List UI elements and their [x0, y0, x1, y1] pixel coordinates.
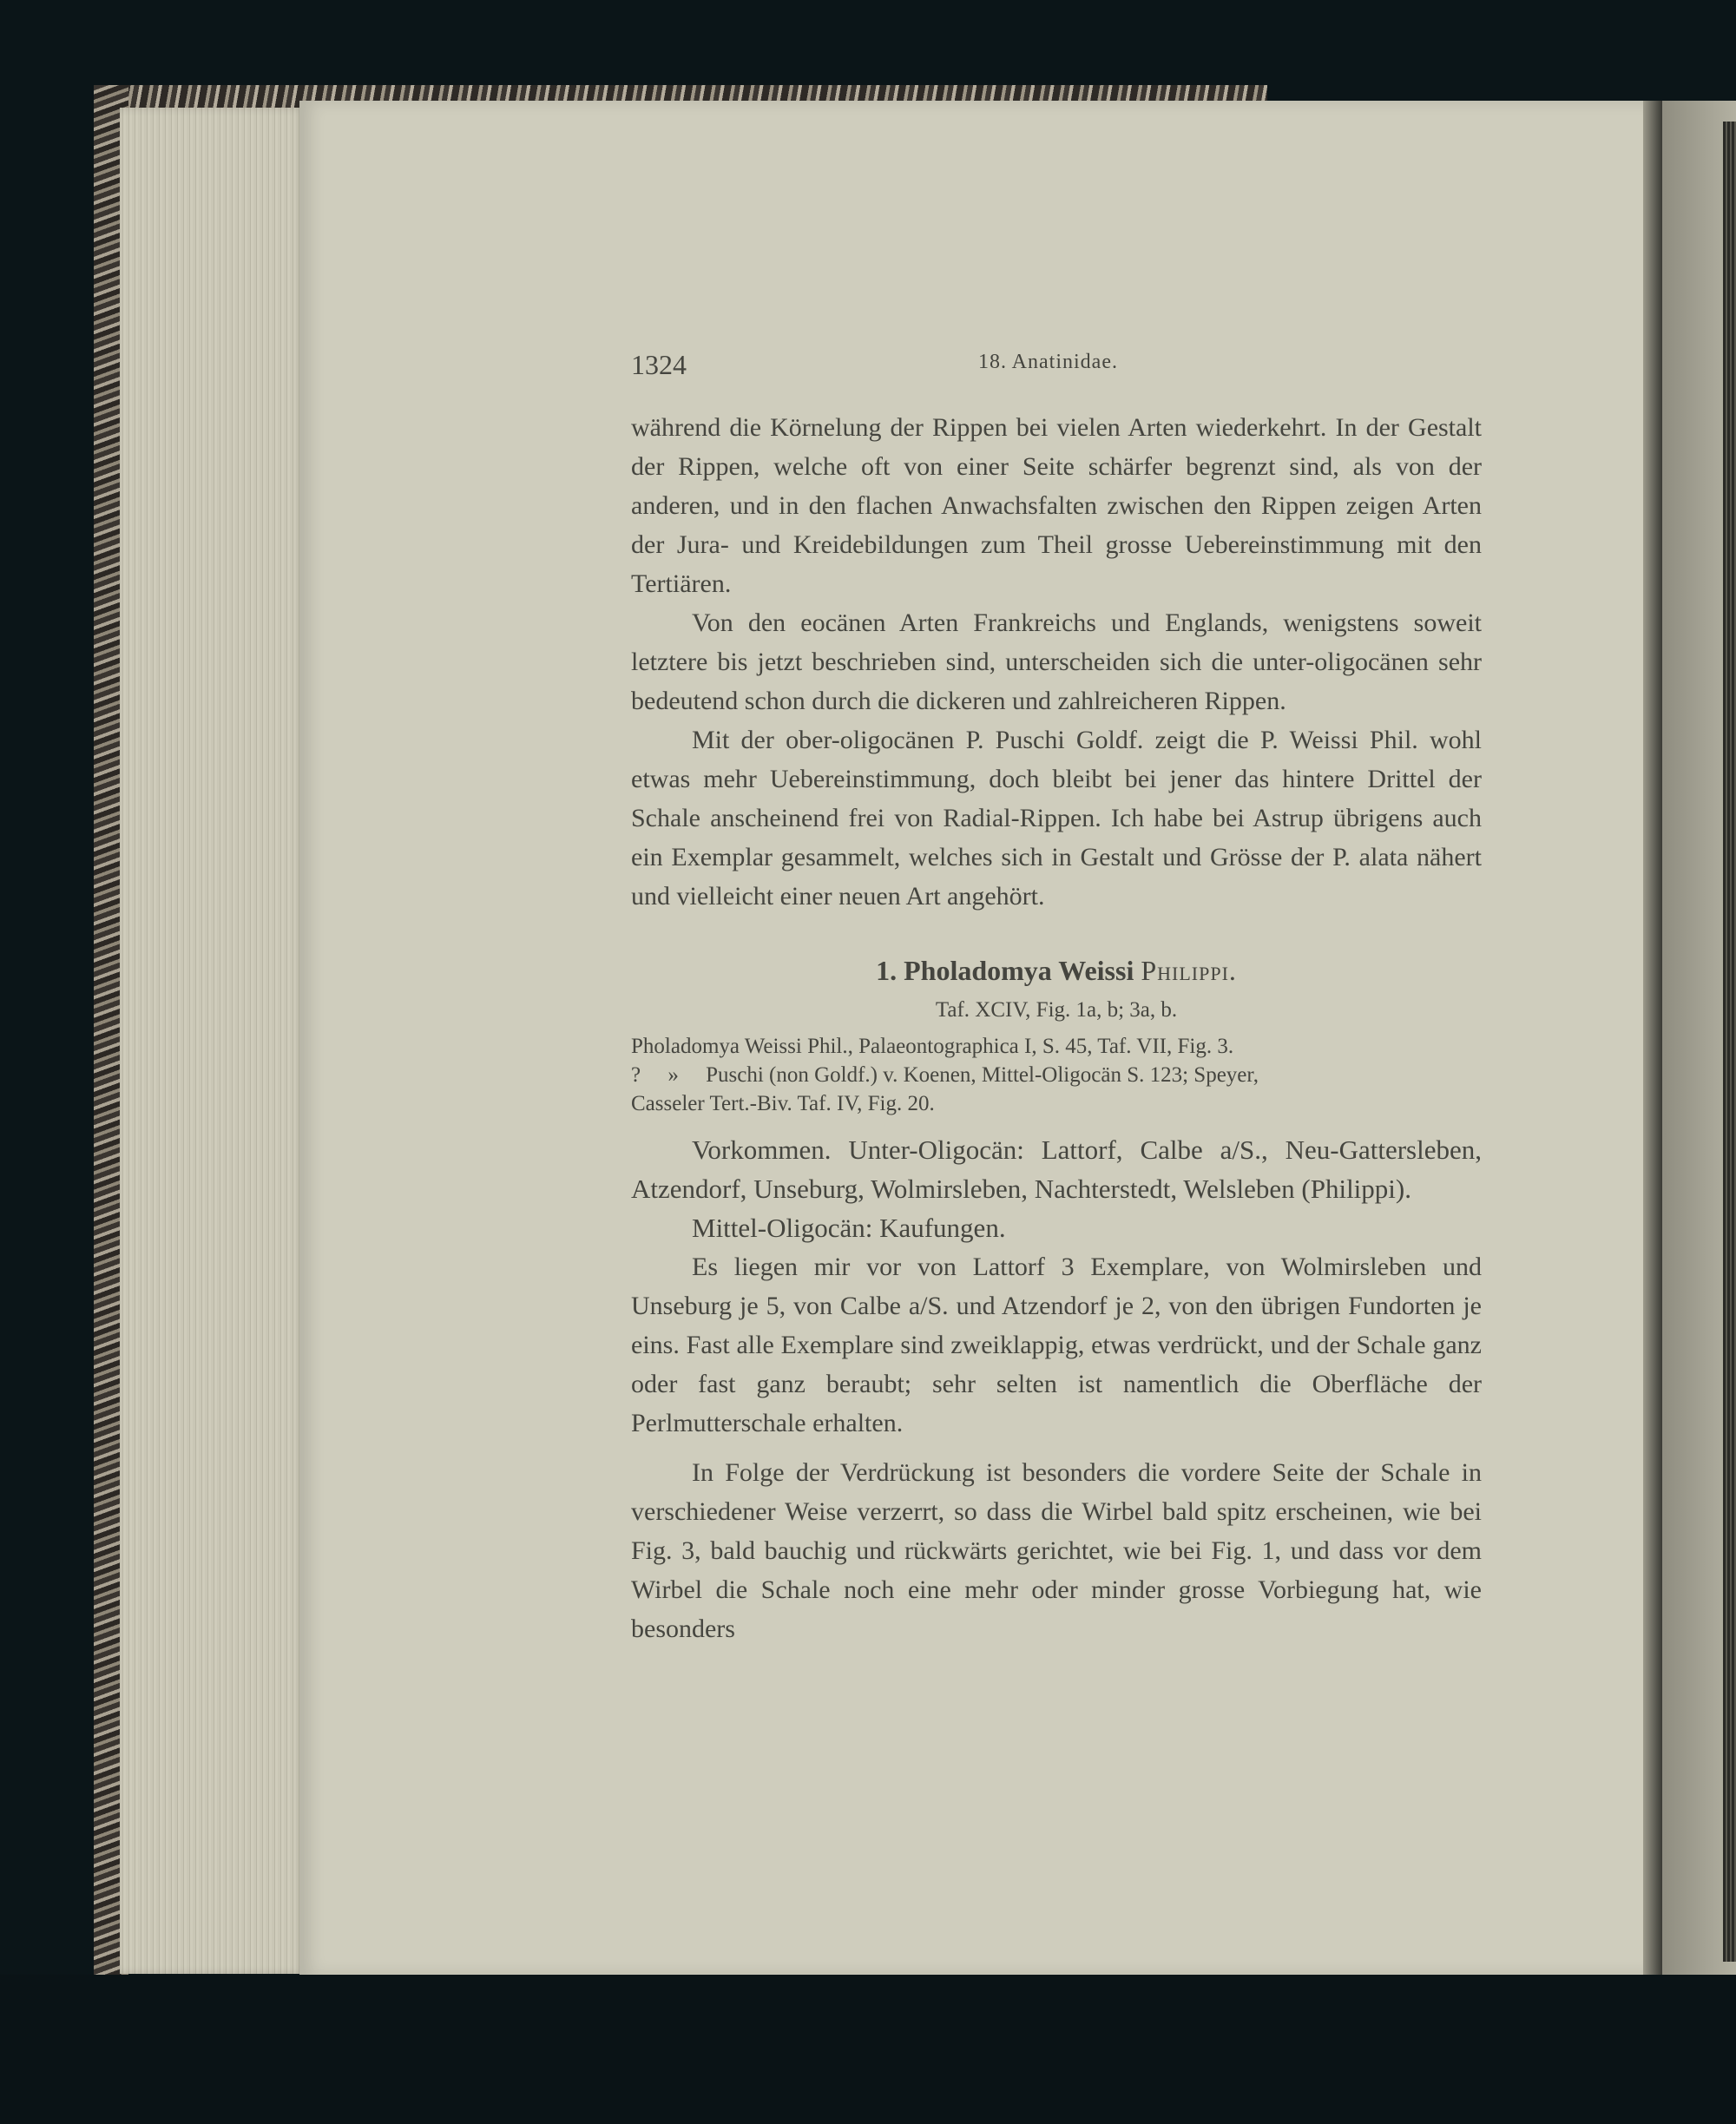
occurrence-middle-oligocene: Mittel-Oligocän: Kaufungen. [692, 1213, 1006, 1243]
running-head: 18. Anatinidae. [978, 351, 1118, 373]
specimens-paragraph: Es liegen mir vor von Lattorf 3 Exemplare, von Wolmirsleben und Unseburg je 5, von Calbe a/S. und Atzendorf je 2, von den übrigen Fundorten je eins. Fast alle Exemplare sind zweiklappig, etwas verdrückt, und der Schale ganz oder fast ganz beraubt; sehr selten ist namentlich die Oberfläche der Perlmutterschale erhalten. [631, 1253, 1482, 1437]
book-gutter [1643, 101, 1662, 1976]
occurrence-paragraph: Vorkommen. Unter-Oligocän: Lattorf, Calbe a/S., Neu-Gattersleben, Atzendorf, Unseburg, Wolmirsleben, Nachterstedt, Welsleben (Philippi). [631, 1134, 1482, 1204]
synonymy-line-2: ? » Puschi (non Goldf.) v. Koenen, Mittel-Oligocän S. 123; Speyer, [631, 1063, 1259, 1087]
page-number: 1324 [631, 349, 687, 380]
page-header [631, 349, 1482, 384]
intro-paragraph-1: während die Körnelung der Rippen bei vielen Arten wiederkehrt. In der Gestalt der Rippen, welche oft von einer Seite schärfer begrenzt sind, als von der anderen, und in den flachen Anwachsfalten zwischen den Rippen zeigen Arten der Jura- und Kreidebildungen zum Theil grosse Uebereinstimmung mit den Tertiären. [631, 413, 1482, 598]
page-edges [120, 108, 306, 1974]
deformation-paragraph: In Folge der Verdrückung ist besonders die vordere Seite der Schale in verschiedener Weise verzerrt, so dass die Wirbel bald spitz erscheinen, wie bei Fig. 3, bald bauchig und rückwärts gerichtet, wie bei Fig. 1, und dass vor dem Wirbel die Schale noch eine mehr oder minder grosse Vorbiegung hat, wie besonders [631, 1458, 1482, 1643]
species-author: Philippi. [1141, 955, 1237, 986]
section-title [631, 950, 1482, 990]
plate-reference: Taf. XCIV, Fig. 1a, b; 3a, b. [935, 998, 1178, 1022]
species-title: 1. Pholadomya Weissi [876, 955, 1134, 986]
background-bottom [0, 1975, 1736, 2124]
page-text [631, 408, 1482, 1648]
intro-paragraph-3: Mit der ober-oligocänen P. Puschi Goldf. zeigt die P. Weissi Phil. wohl etwas mehr Uebereinstimmung, doch bleibt bei jener das hintere Drittel der Schale anscheinend frei von Radial-Rippen. Ich habe bei Astrup übrigens auch ein Exemplar gesammelt, welches sich in Gestalt und Grösse der P. alata nähert und vielleicht einer neuen Art angehört. [631, 726, 1482, 911]
facing-page-stack [1723, 122, 1736, 1962]
intro-paragraph-2: Von den eocänen Arten Frankreichs und Englands, wenigstens soweit letztere bis jetzt beschrieben sind, unterscheiden sich die unter-oligocänen sehr bedeutend schon durch die dickeren und zahlreicheren Rippen. [631, 608, 1482, 715]
synonymy-line-3: Casseler Tert.-Biv. Taf. IV, Fig. 20. [631, 1092, 935, 1115]
synonymy-line-1: Pholadomya Weissi Phil., Palaeontographica I, S. 45, Taf. VII, Fig. 3. [631, 1035, 1234, 1058]
